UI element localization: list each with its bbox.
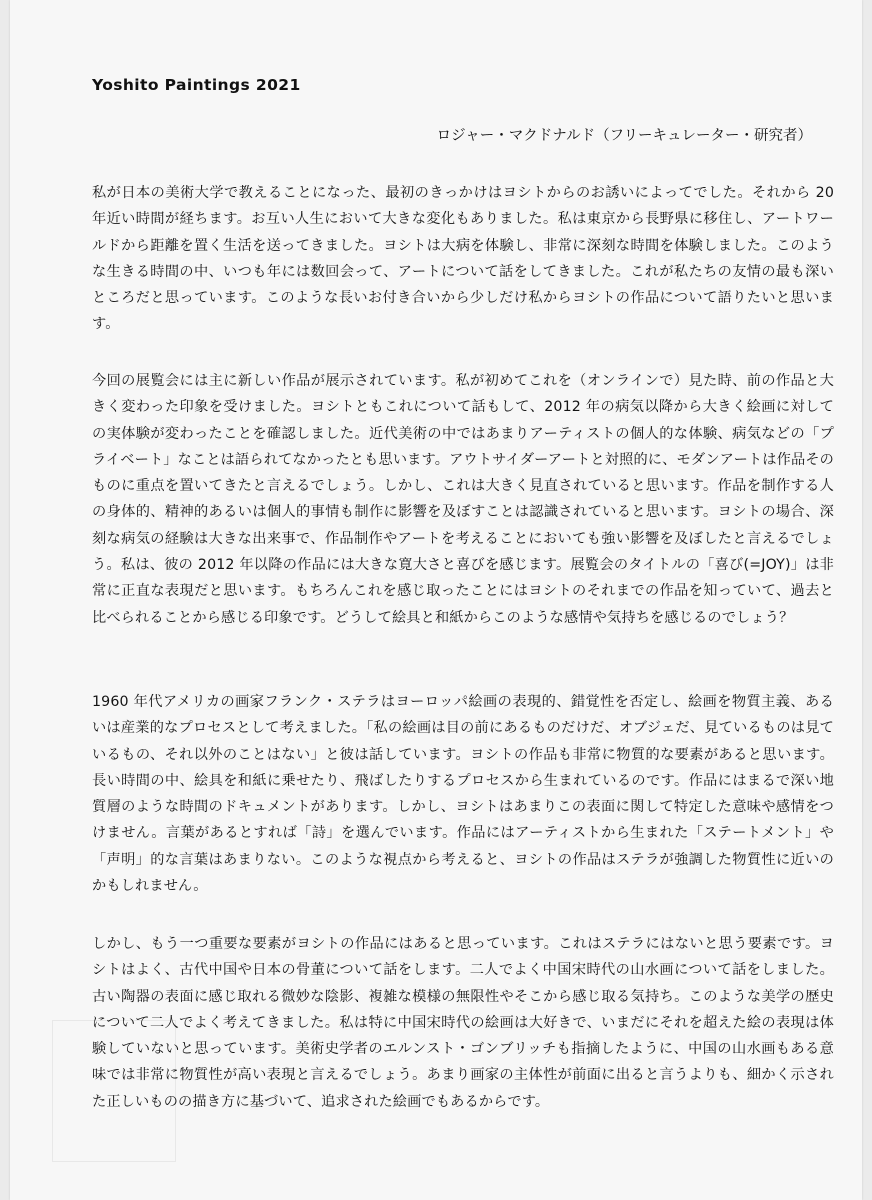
paragraph-1: 私が日本の美術大学で教えることになった、最初のきっかけはヨシトからのお誘いによってでした。それから 20 年近い時間が経ちます。お互い人生において大きな変化もありました。私は東京から長野県に移住し、アートワールドから距離を置く生活を送ってきました。ヨシトは大病を体験し、非常に深刻な時間を体験しました。このような生きる時間の中、いつも年には数回会って、アートについて話をしてきました。これが私たちの友情の最も深いところだと思っています。このような長いお付き合いから少しだけ私からヨシトの作品について語りたいと思います。 (92, 185, 834, 333)
paragraph-4: しかし、もう一つ重要な要素がヨシトの作品にはあると思っています。これはステラにはないと思う要素です。ヨシトはよく、古代中国や日本の骨董について話をします。二人でよく中国宋時代の山水画について話をしました。古い陶器の表面に感じ取れる微妙な陰影、複雑な模様の無限性やそこから感じ取る気持ち。このような美学の歴史について二人でよく考えてきました。私は特に中国宋時代の絵画は大好きで、いまだにそれを超えた絵の表現は体験していないと思っています。美術史学者のエルンスト・ゴンブリッチも指摘したように、中国の山水画もある意味では非常に物質性が高い表現と言えるでしょう。あまり画家の主体性が前面に出ると言うよりも、細かく示された正しいものの描き方に基づいて、追求された絵画でもあるからです。 (92, 936, 834, 1110)
document-page (10, 0, 862, 1200)
paragraph-2: 今回の展覧会には主に新しい作品が展示されています。私が初めてこれを（オンラインで）見た時、前の作品と大きく変わった印象を受けました。ヨシトともこれについて話もして、2012 年の病気以降から大きく絵画に対しての実体験が変わったことを確認しました。近代美術の中ではあまりアーティストの個人的な体験、病気などの「プライベート」なことは語られてなかったとも思います。アウトサイダーアートと対照的に、モダンアートは作品そのものに重点を置いてきたと言えるでしょう。しかし、これは大きく見直されていると思います。作品を制作する人の身体的、精神的あるいは個人的事情も制作に影響を及ぼすことは認識されていると思います。ヨシトの場合、深刻な病気の経験は大きな出来事で、作品制作やアートを考えることにおいても強い影響を及ぼしたと言えるでしょう。私は、彼の 2012 年以降の作品には大きな寛大さと喜びを感じます。展覧会のタイトルの「喜び(=JOY)」は非常に正直な表現だと思います。もちろんこれを感じ取ったことにはヨシトのそれまでの作品を知っていて、過去と比べられることから感じる印象です。どうして絵具と和紙からこのような感情や気持ちを感じるのでしょう？ (92, 373, 834, 626)
paragraph-3: 1960 年代アメリカの画家フランク・ステラはヨーロッパ絵画の表現的、錯覚性を否定し、絵画を物質主義、あるいは産業的なプロセスとして考えました。「私の絵画は目の前にあるものだけだ、オブジェだ、見ているものは見ているもの、それ以外のことはない」と彼は話しています。ヨシトの作品も非常に物質的な要素があると思います。長い時間の中、絵具を和紙に乗せたり、飛ばしたりするプロセスから生まれているのです。作品にはまるで深い地質層のような時間のドキュメントがあります。しかし、ヨシトはあまりこの表面に関して特定した意味や感情をつけません。言葉があるとすれば「詩」を選んでいます。作品にはアーティストから生まれた「ステートメント」や「声明」的な言葉はあまりない。このような視点から考えると、ヨシトの作品はステラが強調した物質性に近いのかもしれません。 (92, 694, 834, 895)
show-through-text (80, 96, 84, 110)
author-line: ロジャー・マクドナルド（フリーキュレーター・研究者） (436, 128, 812, 144)
document-title: Yoshito Paintings 2021 (92, 76, 301, 94)
